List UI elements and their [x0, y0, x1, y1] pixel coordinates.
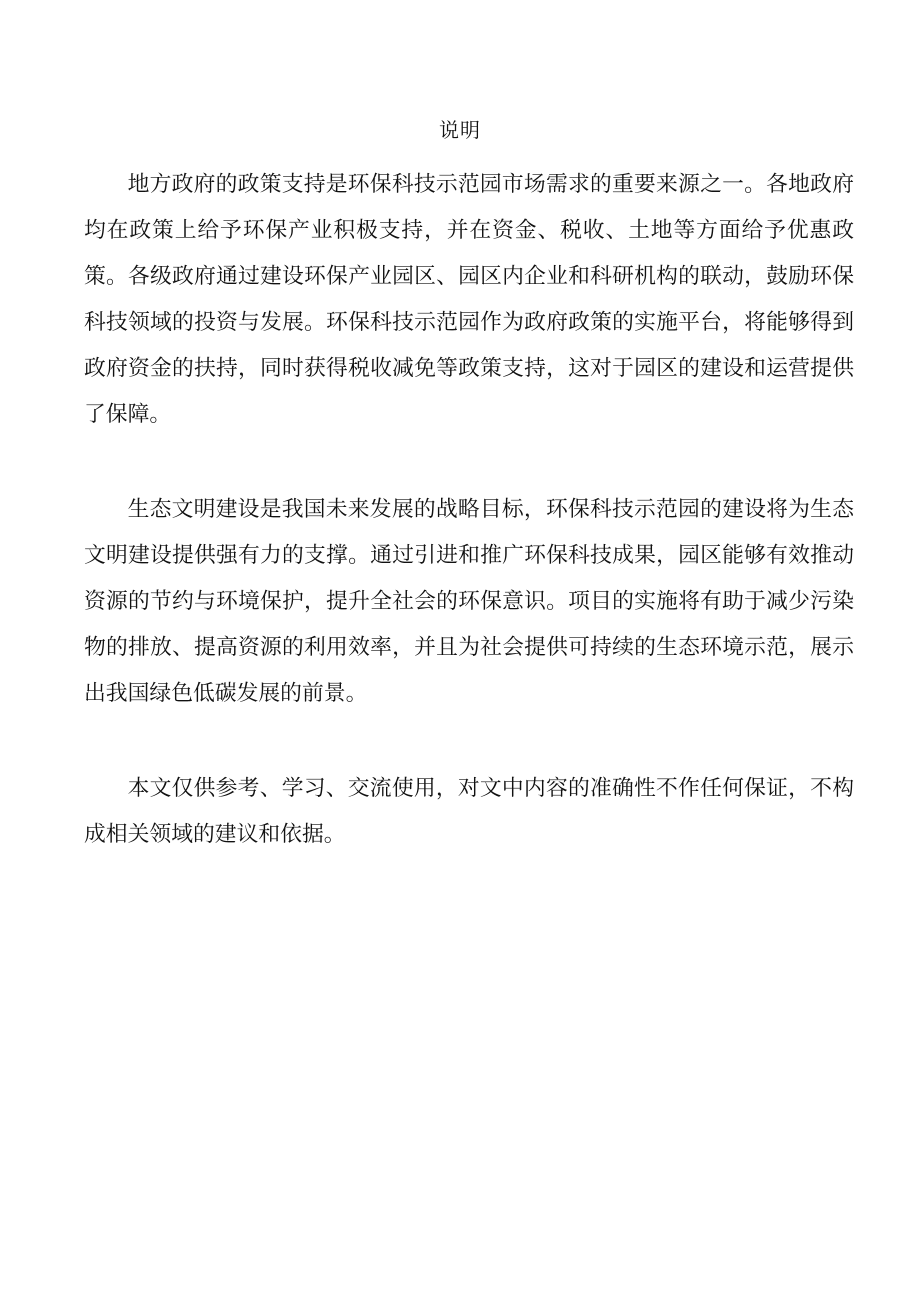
paragraph-disclaimer: 本文仅供参考、学习、交流使用，对文中内容的准确性不作任何保证，不构成相关领域的建议和依据。 [84, 776, 854, 847]
paragraph-ecological-civilization: 生态文明建设是我国未来发展的战略目标，环保科技示范园的建设将为生态文明建设提供强有力的支撑。通过引进和推广环保科技成果，园区能够有效推动资源的节约与环境保护，提升全社会的环保意识。项目的实施将有助于减少污染物的排放、提高资源的利用效率，并且为社会提供可持续的生态环境示范，展示出我国绿色低碳发展的前景。 [84, 497, 854, 706]
paragraph-policy-support: 地方政府的政策支持是环保科技示范园市场需求的重要来源之一。各地政府均在政策上给予环保产业积极支持，并在资金、税收、土地等方面给予优惠政策。各级政府通过建设环保产业园区、园区内企业和科研机构的联动，鼓励环保科技领域的投资与发展。环保科技示范园作为政府政策的实施平台，将能够得到政府资金的扶持，同时获得税收减免等政策支持，这对于园区的建设和运营提供了保障。 [84, 172, 854, 427]
document-title: 说明 [439, 118, 481, 142]
